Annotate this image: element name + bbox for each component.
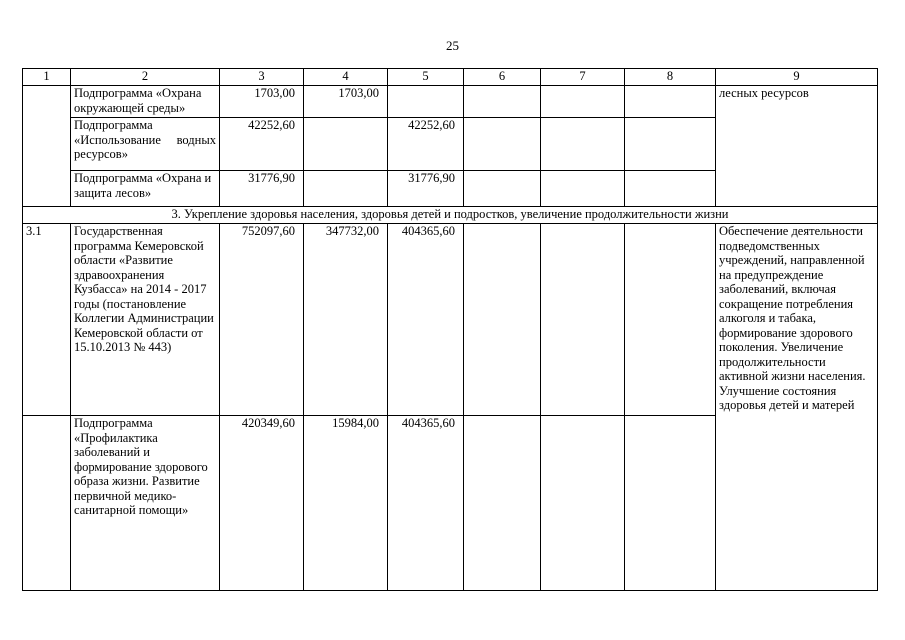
col-header: 7 <box>541 69 625 86</box>
program-name: Государственная программа Кемеровской области «Развитие здравоохранения Кузбасса» на 2014 - 2017 годы (постановление Коллегии Администрации Кемеровской области от 15.10.2013 № 443) <box>71 224 220 416</box>
empty-cell <box>625 171 716 207</box>
empty-cell <box>625 224 716 416</box>
program-name: Подпрограмма «Профилактика заболеваний и формирование здорового образа жизни. Развитие первичной медико-санитарной помощи» <box>71 416 220 591</box>
section-title: 3. Укрепление здоровья населения, здоровья детей и подростков, увеличение продолжительности жизни <box>23 207 878 224</box>
col-header: 2 <box>71 69 220 86</box>
col-header: 6 <box>464 69 541 86</box>
col-header: 4 <box>304 69 388 86</box>
col-header: 8 <box>625 69 716 86</box>
empty-cell <box>464 416 541 591</box>
amount-col5: 42252,60 <box>388 118 464 171</box>
empty-cell <box>541 118 625 171</box>
empty-cell <box>625 118 716 171</box>
program-name: Подпрограмма «Использование водных ресурсов» <box>71 118 220 171</box>
amount-col5: 404365,60 <box>388 224 464 416</box>
empty-cell <box>541 224 625 416</box>
empty-cell <box>541 416 625 591</box>
section-row <box>23 207 878 224</box>
amount-col5: 31776,90 <box>388 171 464 207</box>
amount-total: 31776,90 <box>220 171 304 207</box>
amount-col5 <box>388 86 464 118</box>
amount-col4 <box>304 118 388 171</box>
num-cell <box>23 86 71 207</box>
amount-col5: 404365,60 <box>388 416 464 591</box>
empty-cell <box>625 86 716 118</box>
table-row <box>23 86 878 118</box>
amount-total: 420349,60 <box>220 416 304 591</box>
result-cell: лесных ресурсов <box>716 86 878 207</box>
table-row <box>23 224 878 416</box>
amount-total: 1703,00 <box>220 86 304 118</box>
empty-cell <box>464 171 541 207</box>
col-header: 1 <box>23 69 71 86</box>
empty-cell <box>625 416 716 591</box>
amount-col4: 1703,00 <box>304 86 388 118</box>
empty-cell <box>464 86 541 118</box>
col-header: 5 <box>388 69 464 86</box>
page-number: 25 <box>446 38 459 53</box>
program-name: Подпрограмма «Охрана окружающей среды» <box>71 86 220 118</box>
result-cell: Обеспечение деятельности подведомственных учреждений, направленной на предупреждение заболеваний, включая сокращение потребления алкоголя и табака, формирование здорового поколения. Увеличение продолжительности активной жизни населения. Улучшение состояния здоровья детей и матерей <box>716 224 878 591</box>
budget-table <box>22 68 878 591</box>
empty-cell <box>464 118 541 171</box>
num-cell <box>23 416 71 591</box>
header-row <box>23 69 878 86</box>
amount-col4: 347732,00 <box>304 224 388 416</box>
amount-col4 <box>304 171 388 207</box>
amount-total: 752097,60 <box>220 224 304 416</box>
col-header: 9 <box>716 69 878 86</box>
empty-cell <box>464 224 541 416</box>
empty-cell <box>541 171 625 207</box>
program-name: Подпрограмма «Охрана и защита лесов» <box>71 171 220 207</box>
col-header: 3 <box>220 69 304 86</box>
row-number: 3.1 <box>23 224 71 416</box>
amount-col4: 15984,00 <box>304 416 388 591</box>
amount-total: 42252,60 <box>220 118 304 171</box>
empty-cell <box>541 86 625 118</box>
